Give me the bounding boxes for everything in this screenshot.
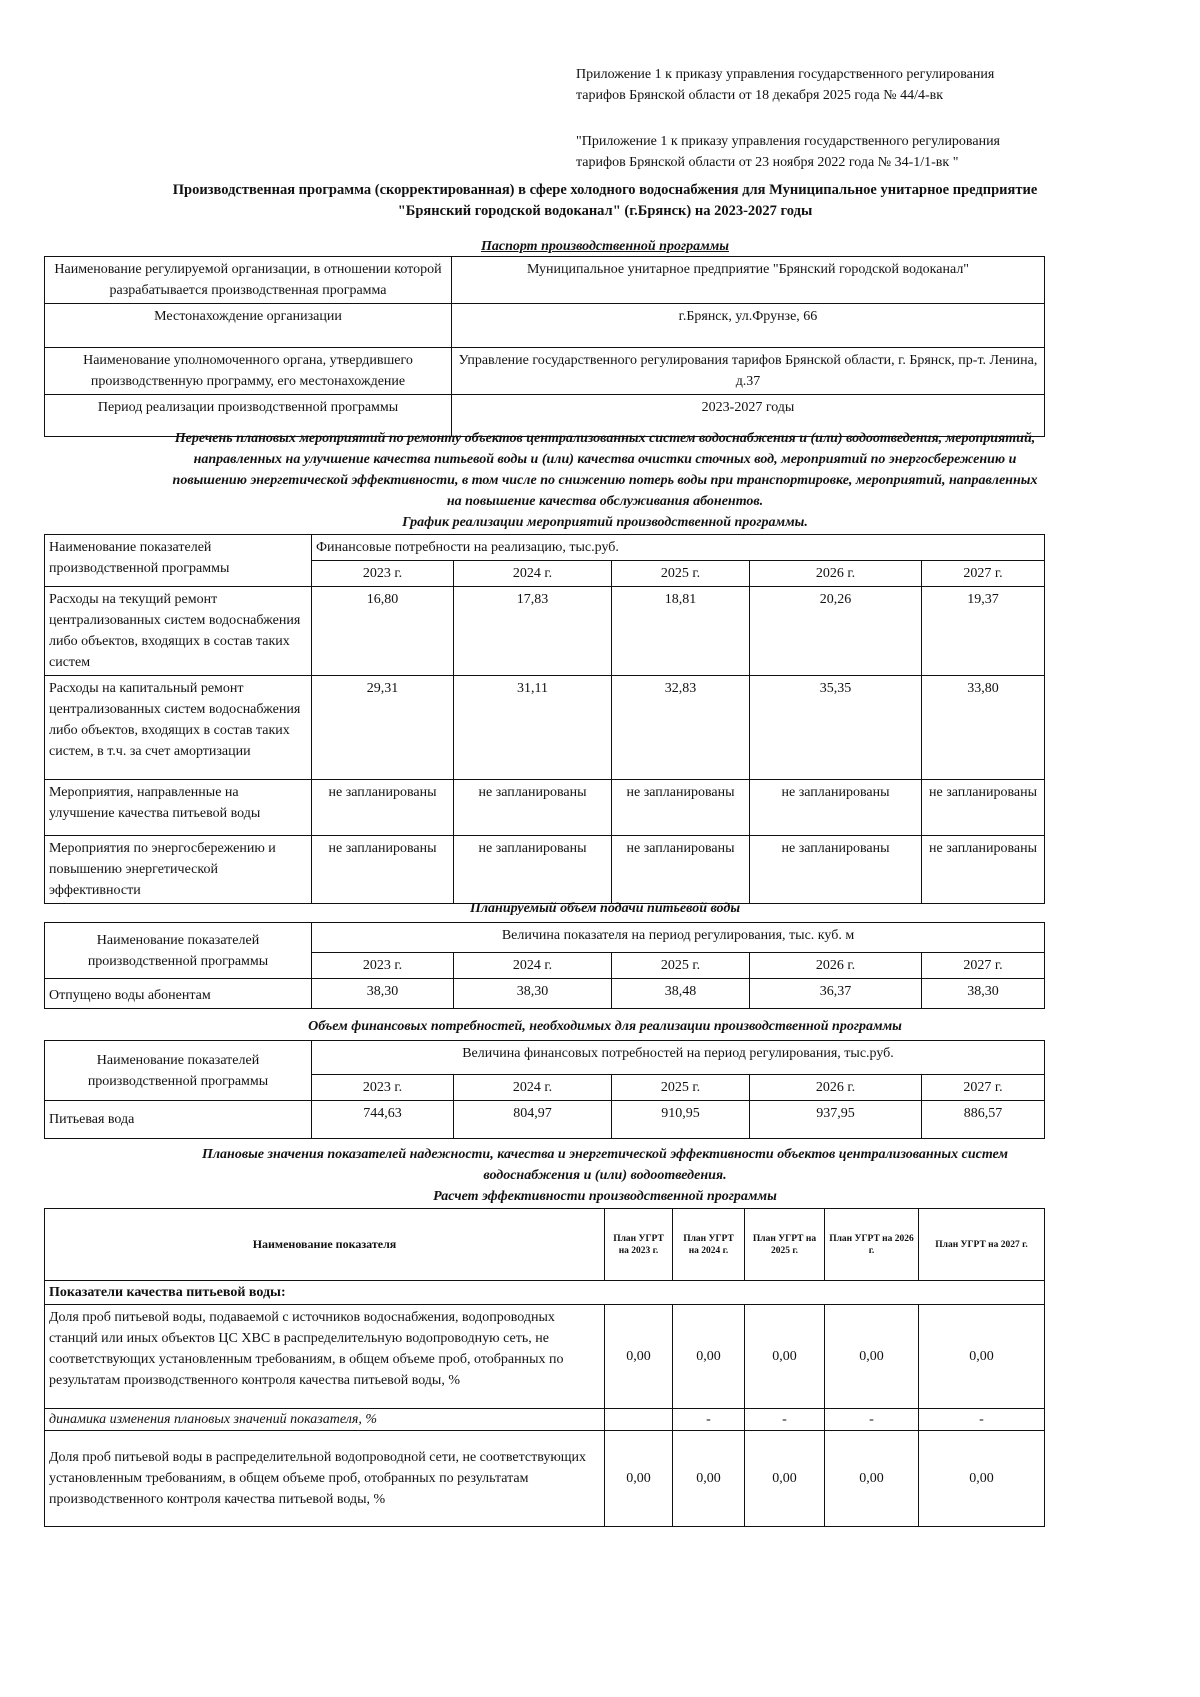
year-header: 2024 г. (454, 1075, 612, 1101)
year-header: 2026 г. (750, 953, 922, 979)
cell-value: не запланированы (750, 780, 922, 836)
year-header: 2027 г. (922, 561, 1045, 587)
cell-value: 20,26 (750, 587, 922, 676)
table-row (45, 979, 1045, 1009)
year-header: 2027 г. (922, 1075, 1045, 1101)
cell-value: 29,31 (312, 676, 454, 780)
title-line-2: "Брянский городской водоканал" (г.Брянск) на 2023-2027 годы (397, 203, 813, 219)
cell-value: 0,00 (825, 1305, 919, 1409)
year-header: 2023 г. (312, 561, 454, 587)
cell-value: 38,48 (612, 979, 750, 1009)
measures-caption-1: Перечень плановых мероприятий по ремонту объектов централизованных систем водоснабжения и (или) водоотведения, мероприятий, (174, 431, 1036, 446)
cell-value: 0,00 (825, 1431, 919, 1527)
measures-table (44, 534, 1045, 904)
table-row (45, 587, 1045, 676)
table-row (45, 780, 1045, 836)
cell-value: 0,00 (745, 1431, 825, 1527)
passport-label: Период реализации производственной программы (45, 395, 452, 437)
cell-value: 886,57 (922, 1101, 1045, 1139)
passport-label: Местонахождение организации (45, 304, 452, 348)
header-line-1: Приложение 1 к приказу управления государственного регулирования (576, 67, 995, 82)
row-label: динамика изменения плановых значений показателя, % (45, 1409, 605, 1431)
table-row (45, 1431, 1045, 1527)
year-header: 2026 г. (750, 561, 922, 587)
finance-col-label: Наименование показателей производственной программы (45, 1041, 312, 1101)
passport-caption: Паспорт производственной программы (480, 239, 730, 254)
passport-value: Муниципальное унитарное предприятие "Брянский городской водоканал" (452, 257, 1045, 304)
plan-col-header: План УГРТ на 2027 г. (919, 1209, 1045, 1281)
cell-value: 33,80 (922, 676, 1045, 780)
table-row (45, 836, 1045, 904)
row-label: Мероприятия по энергосбережению и повышению энергетической эффективности (45, 836, 312, 904)
cell-value: 0,00 (673, 1305, 745, 1409)
row-label: Расходы на капитальный ремонт централизованных систем водоснабжения либо объектов, входящих в состав таких систем, в т.ч. за счет амортизации (45, 676, 312, 780)
table-row (45, 1305, 1045, 1409)
year-header: 2023 г. (312, 953, 454, 979)
measures-group-label: Финансовые потребности на реализацию, тыс.руб. (312, 535, 1045, 561)
cell-value: 31,11 (454, 676, 612, 780)
cell-value: 0,00 (605, 1431, 673, 1527)
year-header: 2024 г. (454, 561, 612, 587)
cell-value: 0,00 (919, 1305, 1045, 1409)
finance-caption: Объем финансовых потребностей, необходимых для реализации производственной программы (308, 1019, 902, 1034)
measures-caption-4: на повышение качества обслуживания абонентов. (446, 494, 764, 509)
cell-value: не запланированы (312, 836, 454, 904)
passport-table (44, 256, 1045, 437)
cell-value: 0,00 (745, 1305, 825, 1409)
section-heading: Показатели качества питьевой воды: (45, 1281, 1045, 1305)
title-line-1: Производственная программа (скорректированная) в сфере холодного водоснабжения для Муниципальное унитарное предприятие (172, 182, 1038, 198)
cell-value: 937,95 (750, 1101, 922, 1139)
volume-col-label: Наименование показателей производственной программы (45, 923, 312, 979)
plan-col-header: План УГРТ на 2023 г. (605, 1209, 673, 1281)
cell-value: не запланированы (612, 780, 750, 836)
plan-col-header: План УГРТ на 2026 г. (825, 1209, 919, 1281)
header-line-2: тарифов Брянской области от 18 декабря 2025 года № 44/4-вк (576, 88, 944, 103)
cell-value: 0,00 (605, 1305, 673, 1409)
passport-label: Наименование регулируемой организации, в отношении которой разрабатывается производственная программа (45, 257, 452, 304)
year-header: 2026 г. (750, 1075, 922, 1101)
cell-value: 18,81 (612, 587, 750, 676)
row-label: Питьевая вода (45, 1101, 312, 1139)
row-label: Отпущено воды абонентам (45, 979, 312, 1009)
plan-col-header: План УГРТ на 2025 г. (745, 1209, 825, 1281)
cell-value: 17,83 (454, 587, 612, 676)
cell-value: 35,35 (750, 676, 922, 780)
header-line-3: "Приложение 1 к приказу управления государственного регулирования (576, 134, 1000, 149)
cell-value: не запланированы (454, 836, 612, 904)
cell-value: 0,00 (673, 1431, 745, 1527)
plan-col-header: План УГРТ на 2024 г. (673, 1209, 745, 1281)
finance-table (44, 1040, 1045, 1139)
cell-value: - (825, 1409, 919, 1431)
cell-value: не запланированы (454, 780, 612, 836)
table-row (45, 1101, 1045, 1139)
cell-value: не запланированы (922, 780, 1045, 836)
indicators-caption-3: Расчет эффективности производственной программы (433, 1189, 777, 1204)
indicators-caption-2: водоснабжения и (или) водоотведения. (483, 1168, 727, 1183)
cell-value: 0,00 (919, 1431, 1045, 1527)
row-label: Доля проб питьевой воды, подаваемой с источников водоснабжения, водопроводных станций или иных объектов ЦС ХВС в распределительную водопроводную сеть, не соответствующих установленным требованиям, в общем объеме проб, отобранных по результатам производственного контроля качества питьевой воды, % (45, 1305, 605, 1409)
cell-value: 38,30 (454, 979, 612, 1009)
row-label: Доля проб питьевой воды в распределительной водопроводной сети, не соответствующих установленным требованиям, в общем объеме проб, отобранных по результатам производственного контроля качества питьевой воды, % (45, 1431, 605, 1527)
row-label: Мероприятия, направленные на улучшение качества питьевой воды (45, 780, 312, 836)
cell-value: не запланированы (922, 836, 1045, 904)
year-header: 2024 г. (454, 953, 612, 979)
cell-value: 804,97 (454, 1101, 612, 1139)
row-label: Расходы на текущий ремонт централизованных систем водоснабжения либо объектов, входящих в состав таких систем (45, 587, 312, 676)
cell-value: не запланированы (612, 836, 750, 904)
cell-value: 19,37 (922, 587, 1045, 676)
cell-value: 36,37 (750, 979, 922, 1009)
volume-group-label: Величина показателя на период регулирования, тыс. куб. м (312, 923, 1045, 953)
measures-caption-2: направленных на улучшение качества питьевой воды и (или) качества очистки сточных вод, мероприятий по энергосбережению и (193, 452, 1017, 467)
passport-value: г.Брянск, ул.Фрунзе, 66 (452, 304, 1045, 348)
indicators-caption-1: Плановые значения показателей надежности, качества и энергетической эффективности объектов централизованных систем (201, 1147, 1009, 1162)
cell-value: 910,95 (612, 1101, 750, 1139)
indicators-table (44, 1208, 1045, 1527)
passport-label: Наименование уполномоченного органа, утвердившего производственную программу, его местонахождение (45, 348, 452, 395)
cell-value: 16,80 (312, 587, 454, 676)
cell-value: - (919, 1409, 1045, 1431)
indicators-col-label: Наименование показателя (45, 1209, 605, 1281)
volume-caption: Планируемый объем подачи питьевой воды (469, 901, 741, 916)
passport-value: 2023-2027 годы (452, 395, 1045, 437)
table-row (45, 676, 1045, 780)
year-header: 2025 г. (612, 561, 750, 587)
volume-table (44, 922, 1045, 1009)
cell-value: 32,83 (612, 676, 750, 780)
cell-value: не запланированы (750, 836, 922, 904)
cell-value: - (673, 1409, 745, 1431)
cell-value: 38,30 (312, 979, 454, 1009)
table-row (45, 1409, 1045, 1431)
measures-col-label: Наименование показателей производственной программы (45, 535, 312, 587)
year-header: 2027 г. (922, 953, 1045, 979)
finance-group-label: Величина финансовых потребностей на период регулирования, тыс.руб. (312, 1041, 1045, 1075)
year-header: 2023 г. (312, 1075, 454, 1101)
cell-value: 38,30 (922, 979, 1045, 1009)
passport-value: Управление государственного регулирования тарифов Брянской области, г. Брянск, пр-т. Ленина, д.37 (452, 348, 1045, 395)
cell-value (605, 1409, 673, 1431)
measures-caption-3: повышению энергетической эффективности, в том числе по снижению потерь воды при транспортировке, мероприятий, направленных (172, 473, 1038, 488)
cell-value: - (745, 1409, 825, 1431)
measures-caption-5: График реализации мероприятий производственной программы. (402, 515, 808, 530)
cell-value: 744,63 (312, 1101, 454, 1139)
header-line-4: тарифов Брянской области от 23 ноября 2022 года № 34-1/1-вк " (576, 155, 959, 170)
cell-value: не запланированы (312, 780, 454, 836)
year-header: 2025 г. (612, 1075, 750, 1101)
year-header: 2025 г. (612, 953, 750, 979)
